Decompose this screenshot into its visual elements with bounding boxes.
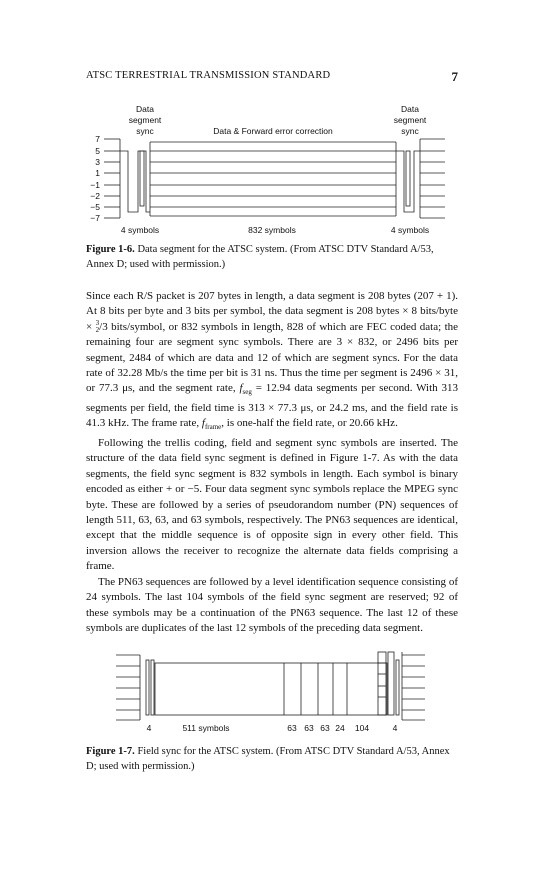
paragraph-2: Following the trellis coding, field and segment sync symbols are inserted. The structure of the data field sync segment is defined in Figure 1-7. As with the data segments, the field sync segment is 832 symbols in length. Each symbol is binary encoded as either + or −5. Four data segment sync symbols replace the MPEG sync byte. These are followed by a series of pseudorandom number (PN) sequences of length 511, 63, 63, and 63 symbols, respectively. The PN63 sequences are identical, except that the middle sequence is of opposite sign in every other field. This inversion allows the receiver to recognize the alternate data fields comprising a frame. <box>86 437 458 573</box>
fig1-level-m1: −1 <box>90 180 100 190</box>
fframe-subscript: frame <box>204 423 222 432</box>
fig1-center-symbols-label: 832 symbols <box>248 225 296 235</box>
fig2-label-104: 104 <box>354 723 370 733</box>
caption-text: Field sync for the ATSC system. (From ATSC DTV Standard A/53, Annex D; used with permission.) <box>86 746 450 772</box>
fig1-level-1: 1 <box>95 168 100 178</box>
fig2-label-24: 24 <box>335 723 345 733</box>
fseg-subscript: seg <box>242 388 252 397</box>
fig1-center-label: Data & Forward error correction <box>213 126 333 136</box>
page-number: 7 <box>451 69 458 84</box>
fig1-left-symbols-label: 4 symbols <box>120 225 160 235</box>
paragraph-1-part-c: = 12.94 data segments per second. With 313 segments per field, the field time is 313 × 77.3 μs, or 24.2 ms, and the field rate is 41.3 kHz. The frame rate, <box>86 382 458 430</box>
fig2-label-63b: 63 <box>304 723 314 733</box>
fig1-level-3: 3 <box>95 157 100 167</box>
fframe-symbol: f <box>201 417 205 430</box>
fig1-sync-left-label-3: sync <box>136 126 154 136</box>
caption-label: Figure 1-7. <box>86 746 135 757</box>
fig1-level-7: 7 <box>95 134 100 144</box>
fig2-waveform <box>116 652 425 720</box>
fraction-denominator: 2 <box>95 325 100 334</box>
running-header <box>86 70 458 86</box>
figure-1-7-caption <box>86 744 458 774</box>
paragraph-1-part-b: /3 bits/symbol, or 832 symbols in length, 828 of which are FEC coded data; the remaining four are segment sync symbols. There are 3 × 832, or 2496 bits per segment, 2484 of which are data and 12 of which are segment syncs. For the data rate of 32.28 Mb/s the time per bit is 31 ns. Thus the time per segment is 2496 × 31, or 77.3 μs, and the segment rate, <box>86 320 459 395</box>
fig2-label-4-right: 4 <box>392 723 398 733</box>
fig1-level-m2: −2 <box>90 191 100 201</box>
fig1-level-5: 5 <box>95 146 100 156</box>
fig1-sync-right-label-2: segment <box>393 115 427 125</box>
fig1-sync-left-label-2: segment <box>128 115 162 125</box>
fraction-numerator: 3 <box>95 318 100 327</box>
fig1-waveform <box>104 139 445 218</box>
body-text <box>86 289 458 636</box>
fig1-level-m7: −7 <box>90 213 100 223</box>
paragraph-1-part-d: , is one-half the field rate, or 20.66 kHz. <box>221 417 398 430</box>
fig2-label-63a: 63 <box>287 723 297 733</box>
paragraph-1-part-a: Since each R/S packet is 207 bytes in length, a data segment is 208 bytes (207 + 1). At 8 bits per byte and 3 bits per symbol, the data segment is 208 bytes × 8 bits/byte × <box>86 290 458 333</box>
fig1-level-m5: −5 <box>90 202 100 212</box>
figure-1-6-caption <box>86 242 458 272</box>
caption-text: Data segment for the ATSC system. (From ATSC DTV Standard A/53, Annex D; used with permission.) <box>86 244 434 270</box>
fig2-label-511: 511 symbols <box>182 723 230 733</box>
fig1-sync-right-label-3: sync <box>401 126 419 136</box>
fig1-sync-left-label-1: Data <box>136 104 154 114</box>
paragraph-1 <box>86 289 458 436</box>
fseg-symbol: f <box>239 382 243 395</box>
paragraph-3: The PN63 sequences are followed by a level identification sequence consisting of 24 symbols. The last 104 symbols of the field sync segment are reserved; 92 of these symbols may be a continuation of the PN63 sequence. The last 12 of these symbols are duplicates of the last 12 symbols of the preceding data segment. <box>86 575 458 634</box>
running-title: ATSC TERRESTRIAL TRANSMISSION STANDARD <box>86 70 331 81</box>
fig1-sync-right-label-1: Data <box>401 104 419 114</box>
fig1-right-symbols-label: 4 symbols <box>390 225 430 235</box>
fig2-label-63c: 63 <box>320 723 330 733</box>
fig2-label-4-left: 4 <box>146 723 152 733</box>
caption-label: Figure 1-6. <box>86 244 135 255</box>
